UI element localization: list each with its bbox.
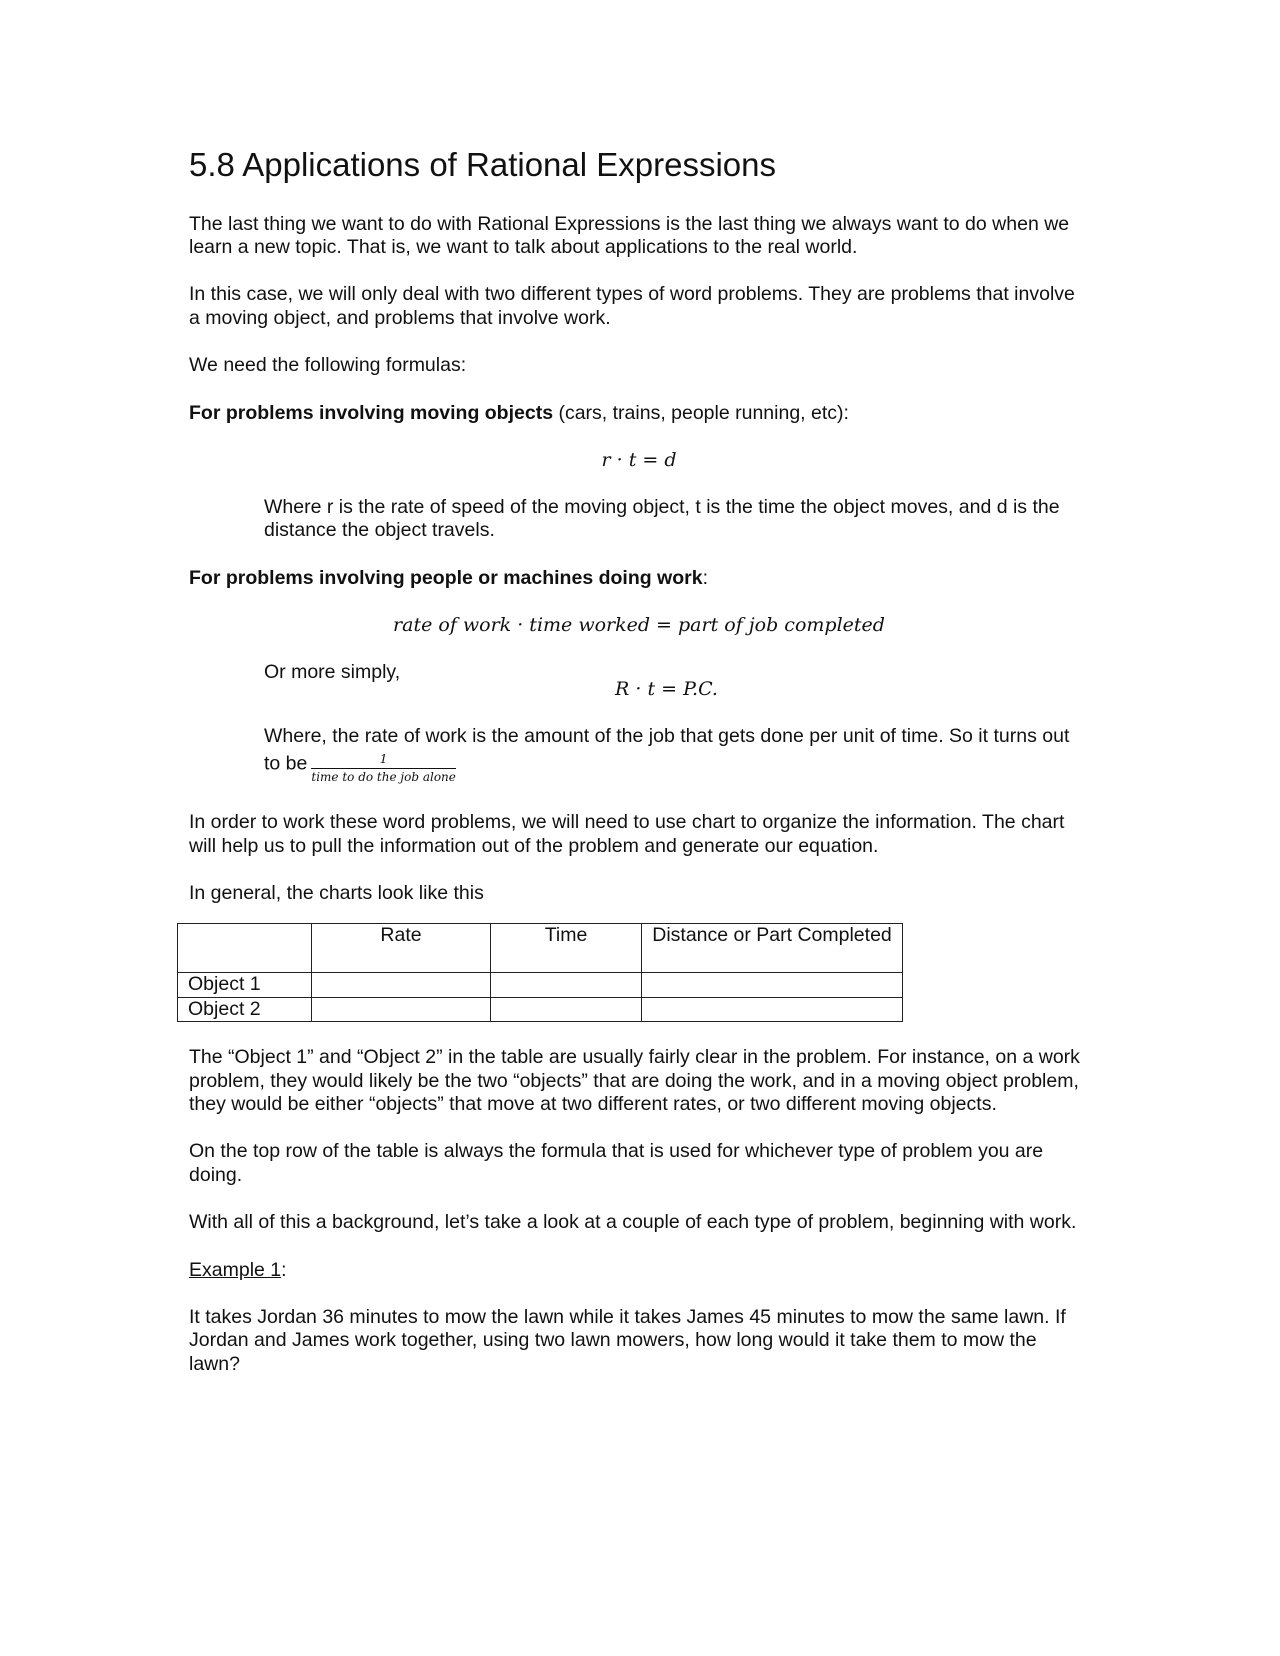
info-chart: [177, 923, 903, 1022]
table-header-rate: Rate: [312, 924, 491, 973]
work-heading: [189, 567, 1089, 590]
formulas-intro: We need the following formulas:: [189, 354, 467, 377]
table-cell: [642, 997, 903, 1021]
table-header-distance: Distance or Part Completed: [642, 924, 903, 973]
table-cell-object1: Object 1: [178, 973, 312, 997]
table-row: [178, 997, 903, 1021]
background-paragraph: With all of this a background, let’s take a look at a couple of each type of problem, beginning with work.: [189, 1211, 1077, 1234]
chart-paragraph: In order to work these word problems, we will need to use chart to organize the information. The chart will help us to pull the information out of the problem and generate our equation.: [189, 811, 1065, 857]
example-problem: It takes Jordan 36 minutes to mow the lawn while it takes James 45 minutes to mow the same lawn. If Jordan and James work together, using two lawn mowers, how long would it take them to mow the lawn?: [189, 1305, 1066, 1375]
chart-intro: In general, the charts look like this: [189, 882, 484, 905]
moving-explanation: Where r is the rate of speed of the moving object, t is the time the object moves, and d is the distance the object travels.: [264, 495, 1060, 542]
table-header-row: [178, 924, 903, 973]
example-label: Example 1: [189, 1258, 282, 1281]
page-title: 5.8 Applications of Rational Expressions: [189, 146, 777, 183]
work-heading-rest: :: [702, 566, 708, 589]
types-paragraph: In this case, we will only deal with two different types of word problems. They are problems that involve a moving object, and problems that involve work.: [189, 283, 1075, 329]
moving-heading: [189, 402, 1089, 425]
moving-heading-bold: For problems involving moving objects: [189, 401, 554, 424]
rate-explanation: [264, 724, 1089, 785]
moving-heading-rest: (cars, trains, people running, etc):: [553, 401, 849, 424]
table-cell: [312, 973, 491, 997]
distance-formula: r · t = d: [601, 448, 677, 471]
work-heading-bold: For problems involving people or machines doing work: [189, 566, 703, 589]
fraction-denominator: time to do the job alone: [311, 770, 456, 785]
work-formula: rate of work · time worked = part of job completed: [393, 613, 885, 636]
table-cell: [491, 997, 642, 1021]
intro-paragraph: The last thing we want to do with Rational Expressions is the last thing we always want to do when we learn a new topic. That is, we want to talk about applications to the real world.: [189, 212, 1070, 258]
work-formula-short: R · t = P.C.: [615, 678, 718, 701]
table-header-cell: [178, 924, 312, 973]
table-cell: [642, 973, 903, 997]
top-row-paragraph: On the top row of the table is always the formula that is used for whichever type of problem you are doing.: [189, 1140, 1044, 1186]
example-label-suffix: :: [281, 1258, 287, 1281]
document-content: [189, 145, 1089, 1400]
fraction-numerator: 1: [311, 752, 456, 769]
example-heading: [189, 1259, 1089, 1282]
table-cell: [491, 973, 642, 997]
table-cell-object2: Object 2: [178, 997, 312, 1021]
table-cell: [312, 997, 491, 1021]
table-header-time: Time: [491, 924, 642, 973]
rate-explanation-text: Where, the rate of work is the amount of the job that gets done per unit of time. So it turns out to be: [264, 724, 1070, 775]
rate-fraction: [311, 752, 456, 785]
table-row: [178, 973, 903, 997]
objects-paragraph: The “Object 1” and “Object 2” in the table are usually fairly clear in the problem. For instance, on a work problem, they would likely be the two “objects” that are doing the work, and in a moving object problem, they would be either “objects” that move at two different rates, or two different moving objects.: [189, 1046, 1080, 1116]
simply-label: Or more simply,: [264, 660, 401, 683]
